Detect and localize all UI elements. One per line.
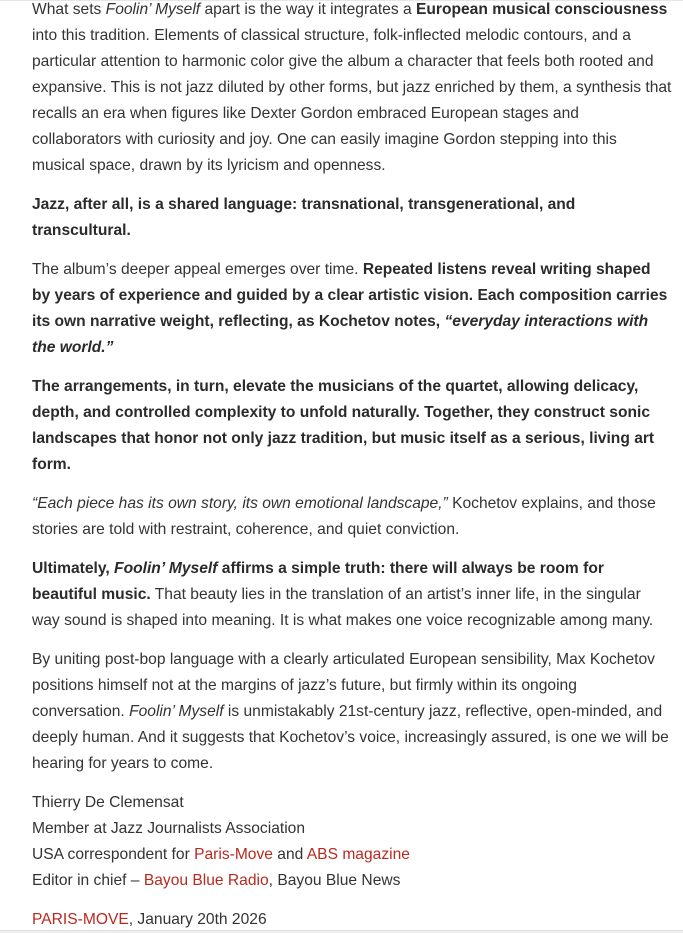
bayou-blue-radio-link[interactable]: Bayou Blue Radio xyxy=(143,872,269,889)
article-body xyxy=(32,0,672,933)
paris-move-home-link[interactable]: PARIS-MOVE xyxy=(32,911,129,928)
paragraph-each-piece: “Each piece has its own story, its own emotional landscape,” Kochetov explains, and those stories are told with restraint, coherence, and quiet conviction. xyxy=(32,495,656,538)
album-title: Foolin’ Myself xyxy=(105,1,201,18)
paragraph-shared-language: Jazz, after all, is a shared language: transnational, transgenerational, and transcultural. xyxy=(32,196,576,239)
paris-move-link[interactable]: Paris-Move xyxy=(194,846,273,863)
dateline: PARIS-MOVE, January 20th 2026 xyxy=(32,911,267,928)
author-name: Thierry De Clemensat xyxy=(32,794,184,811)
paragraph-european-consciousness: What sets Foolin’ Myself apart is the way it integrates a European musical consciousness into this tradition. Elements of classical structure, folk-inflected melodic contours, and a particular attention to harmonic color give the album a character that feels both rooted and expansive. This is not jazz diluted by other forms, but jazz enriched by them, a synthesis that recalls an era when figures like Dexter Gordon embraced European stages and collaborators with curiosity and joy. One can easily imagine Gordon stepping into this musical space, drawn by its lyricism and openness. xyxy=(32,1,672,174)
album-title: Foolin’ Myself xyxy=(129,703,224,720)
author-membership: Member at Jazz Journalists Association xyxy=(32,820,306,837)
author-correspondent: USA correspondent for Paris-Move and ABS magazine xyxy=(32,846,410,863)
quote: “Each piece has its own story, its own emotional landscape,” xyxy=(32,495,448,512)
paragraph-arrangements: The arrangements, in turn, elevate the musicians of the quartet, allowing delicacy, depth, and controlled complexity to unfold naturally. Together, they construct sonic landscapes that honor not only jazz tradition, but music itself as a serious, living art form. xyxy=(32,378,655,473)
author-editor: Editor in chief – Bayou Blue Radio, Bayou Blue News xyxy=(32,872,401,889)
album-title: Foolin’ Myself xyxy=(114,560,218,577)
paragraph-deeper-appeal: The album’s deeper appeal emerges over time. Repeated listens reveal writing shaped by years of experience and guided by a clear artistic vision. Each composition carries its own narrative weight, reflecting, as Kochetov notes, “everyday interactions with the world.” xyxy=(32,261,668,356)
abs-magazine-link[interactable]: ABS magazine xyxy=(306,846,410,863)
author-signature xyxy=(32,790,672,894)
paragraph-ultimately: Ultimately, Foolin’ Myself affirms a simple truth: there will always be room for beautiful music. That beauty lies in the translation of an artist’s inner life, in the singular way sound is shaped into meaning. It is what makes one voice recognizable among many. xyxy=(32,560,654,629)
paragraph-conclusion: By uniting post-bop language with a clearly articulated European sensibility, Max Kochetov positions himself not at the margins of jazz’s future, but firmly within its ongoing conversation. Foolin’ Myself is unmistakably 21st-century jazz, reflective, open-minded, and deeply human. And it suggests that Kochetov’s voice, increasingly assured, is one we will be hearing for years to come. xyxy=(32,651,669,772)
quote: “everyday interactions with the world.” xyxy=(32,313,649,356)
